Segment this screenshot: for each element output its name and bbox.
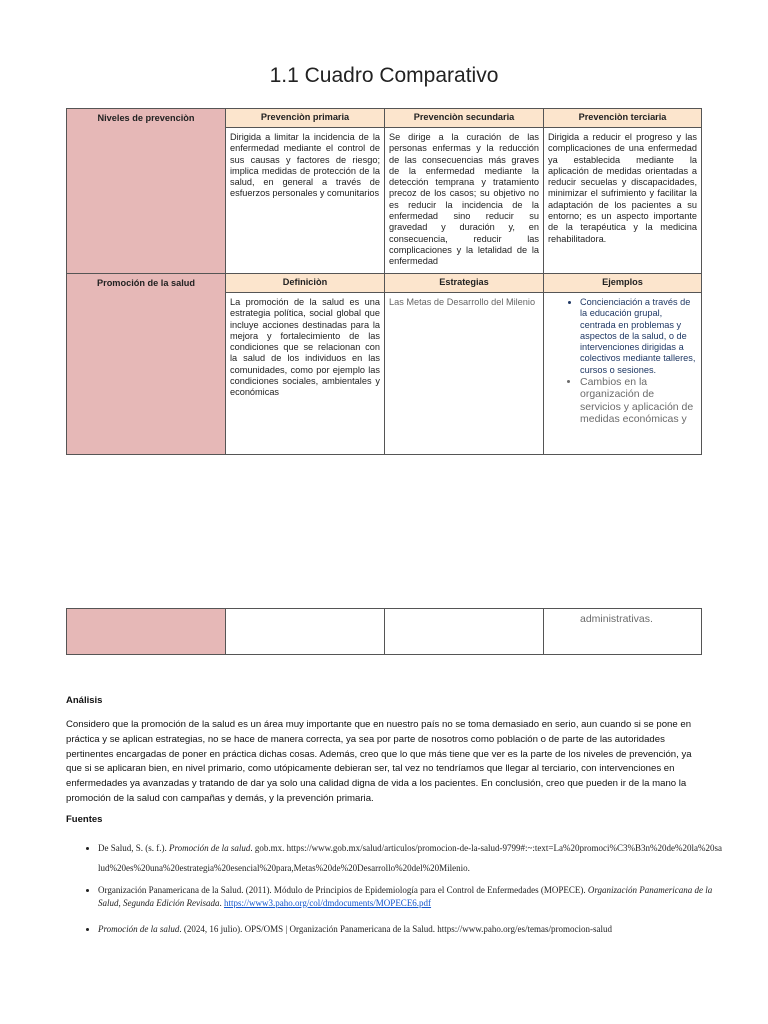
- cell-continuation: [544, 609, 702, 655]
- row-label-niveles: Niveles de prevenciòn: [67, 109, 226, 274]
- source-title: Organización Panamericana de la Salud, Segunda Edición Revisada: [98, 885, 713, 908]
- source-text: . (2024, 16 julio). OPS/OMS | Organización Panamericana de la Salud. https://www.paho.org/es/temas/promocion-salud: [179, 924, 612, 934]
- examples-list: [544, 297, 697, 426]
- list-item: • Concienciación a través de la educación grupal, centrada en problemas y aspectos de la salud, o de intervenciones dirigidas a colectivos mediante talleres, cursos o sesiones.: [580, 297, 697, 376]
- source-text: De Salud, S. (s. f.).: [98, 843, 169, 853]
- analysis-heading: Análisis: [66, 695, 103, 706]
- table-row: [67, 274, 702, 293]
- header-estrategias: Estrategias: [385, 274, 544, 293]
- cell-definicion: La promoción de la salud es una estrategia política, social global que incluye acciones destinadas para la mejora y fortalecimiento de las condiciones que se relacionan con la salud de los individuos en las comunidades, como por ejemplo las condiciones sociales, ambientales y económicas: [226, 293, 385, 455]
- table-row: [67, 109, 702, 128]
- cell-primaria: Dirigida a limitar la incidencia de la enfermedad mediante el control de sus causas y factores de riesgo; implica medidas de protección de la salud, en general a través de esfuerzos personales y comunitarios: [226, 128, 385, 274]
- sources-list: [80, 838, 724, 945]
- table-row: [67, 609, 702, 655]
- source-text: . gob.mx. https://www.gob.mx/salud/articulos/promocion-de-la-salud-9799#:~:text=La%20promoci%C3%B3n%20de%20la%20salud%20es%20una%20estrategia%20esencial%20para,Metas%20de%20Desarrollo%20del%20Milenio.: [98, 843, 722, 873]
- continuation-text: administrativas.: [580, 613, 653, 625]
- row-label-promocion: Promoción de la salud: [67, 274, 226, 455]
- page-title: 1.1 Cuadro Comparativo: [269, 64, 499, 87]
- header-prevencion-primaria: Prevenciòn primaria: [226, 109, 385, 128]
- analysis-text: Considero que la promoción de la salud es un área muy importante que en nuestro país no se toma demasiado en serio, aun cuando si se pone en práctica y se aplican estrategias, no se hace de manera correcta, ya sea por parte de nosotros como población o de parte de las autoridades pertinentes encargadas de poner en práctica dichas cosas. Además, creo que lo que más tiene que ver es la parte de los niveles de prevención, ya que si se aplicaran bien, en nivel primario, como utópicamente debieran ser, tal vez no tendríamos que llegar al terciario, con intervenciones en enfermedades ya avanzadas y tratando de dar ya solo una calidad digna de vida a los pacientes. En conclusión, creo que pueden ir de la mano la promoción de la salud con campañas y demás, y la prevención primaria.: [66, 719, 692, 804]
- header-prevencion-secundaria: Prevenciòn secundaria: [385, 109, 544, 128]
- header-definicion: Definiciòn: [226, 274, 385, 293]
- sources-heading: Fuentes: [66, 814, 103, 825]
- source-title: Promoción de la salud: [169, 843, 251, 853]
- comparison-table: [66, 108, 702, 455]
- header-prevencion-terciaria: Prevenciòn terciaria: [544, 109, 702, 128]
- cell-secundaria: Se dirige a la curación de las personas enfermas y la reducción de las consecuencias más graves de la enfermedad mediante la detección temprana y tratamiento precoz de los casos; su objetivo no es reducir la incidencia de la enfermedad sino reducir su gravedad y duración y, en consecuencia, reducir las complicaciones y la letalidad de la enfermedad: [385, 128, 544, 274]
- source-item: [98, 838, 724, 878]
- source-item: [98, 884, 724, 909]
- source-text: .: [219, 897, 224, 908]
- cell-ejemplos: [544, 293, 702, 455]
- cell-terciaria: Dirigida a reducir el progreso y las complicaciones de una enfermedad ya establecida mediante la aplicación de medidas orientadas a reducir secuelas y discapacidades, minimizar el sufrimiento y facilitar la adaptación de los pacientes a su entorno; es un aspecto importante de la terapéutica y la medicina rehabilitadora.: [544, 128, 702, 274]
- header-ejemplos: Ejemplos: [544, 274, 702, 293]
- row-label-continued: [67, 609, 226, 655]
- source-title: Promoción de la salud: [98, 924, 180, 934]
- source-item: [98, 919, 724, 939]
- comparison-table-continued: [66, 608, 702, 655]
- table-cell: [385, 609, 544, 655]
- source-text: Organización Panamericana de la Salud. (2011). Módulo de Principios de Epidemiología para el Control de Enfermedades (MOPECE).: [98, 885, 588, 895]
- source-link[interactable]: https://www3.paho.org/col/dmdocuments/MOPECE6.pdf: [223, 897, 432, 908]
- list-item: • Cambios en la organización de servicios y aplicación de medidas económicas y: [580, 376, 697, 426]
- cell-estrategias: Las Metas de Desarrollo del Milenio: [385, 293, 544, 455]
- table-cell: [226, 609, 385, 655]
